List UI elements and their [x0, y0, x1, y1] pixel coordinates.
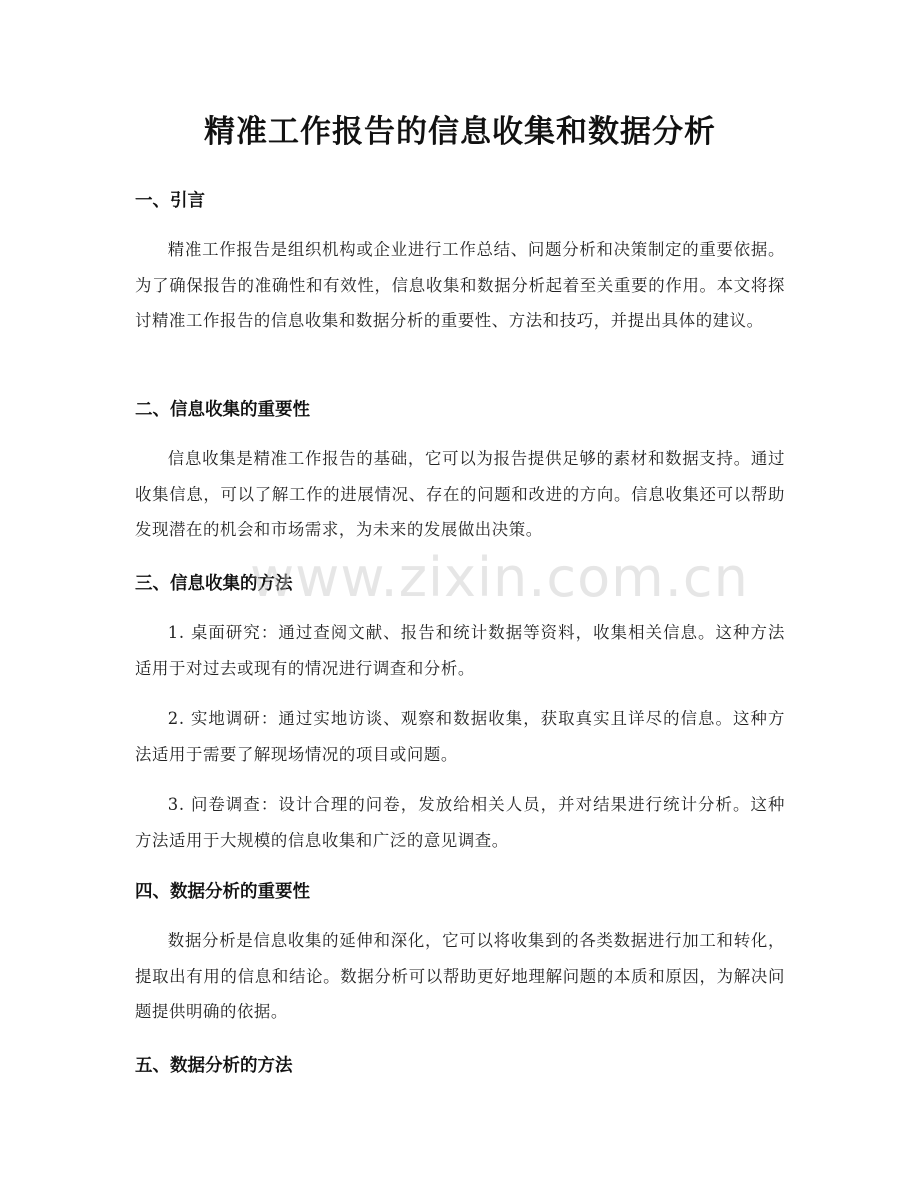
section-heading-analysis-importance: 四、数据分析的重要性 [135, 882, 310, 902]
paragraph-method-questionnaire: 3. 问卷调查：设计合理的问卷，发放给相关人员，并对结果进行统计分析。这种方法适用于大规模的信息收集和广泛的意见调查。 [135, 795, 785, 850]
paragraph-introduction: 精准工作报告是组织机构或企业进行工作总结、问题分析和决策制定的重要依据。为了确保报告的准确性和有效性，信息收集和数据分析起着至关重要的作用。本文将探讨精准工作报告的信息收集和数据分析的重要性、方法和技巧，并提出具体的建议。 [135, 240, 785, 330]
section-heading-analysis-methods: 五、数据分析的方法 [135, 1056, 293, 1076]
watermark: www.zixin.com.cn [250, 546, 749, 609]
paragraph-method-field-research: 2. 实地调研：通过实地访谈、观察和数据收集，获取真实且详尽的信息。这种方法适用于需要了解现场情况的项目或问题。 [135, 709, 785, 764]
paragraph-collection-importance: 信息收集是精准工作报告的基础，它可以为报告提供足够的素材和数据支持。通过收集信息，可以了解工作的进展情况、存在的问题和改进的方向。信息收集还可以帮助发现潜在的机会和市场需求，为未来的发展做出决策。 [135, 449, 785, 539]
paragraph-method-desk-research: 1. 桌面研究：通过查阅文献、报告和统计数据等资料，收集相关信息。这种方法适用于对过去或现有的情况进行调查和分析。 [135, 623, 785, 678]
paragraph-analysis-importance: 数据分析是信息收集的延伸和深化，它可以将收集到的各类数据进行加工和转化，提取出有用的信息和结论。数据分析可以帮助更好地理解问题的本质和原因，为解决问题提供明确的依据。 [135, 931, 785, 1021]
section-heading-introduction: 一、引言 [135, 191, 205, 211]
document-title: 精准工作报告的信息收集和数据分析 [204, 114, 716, 150]
section-heading-collection-methods: 三、信息收集的方法 [135, 574, 293, 594]
section-heading-collection-importance: 二、信息收集的重要性 [135, 400, 310, 420]
